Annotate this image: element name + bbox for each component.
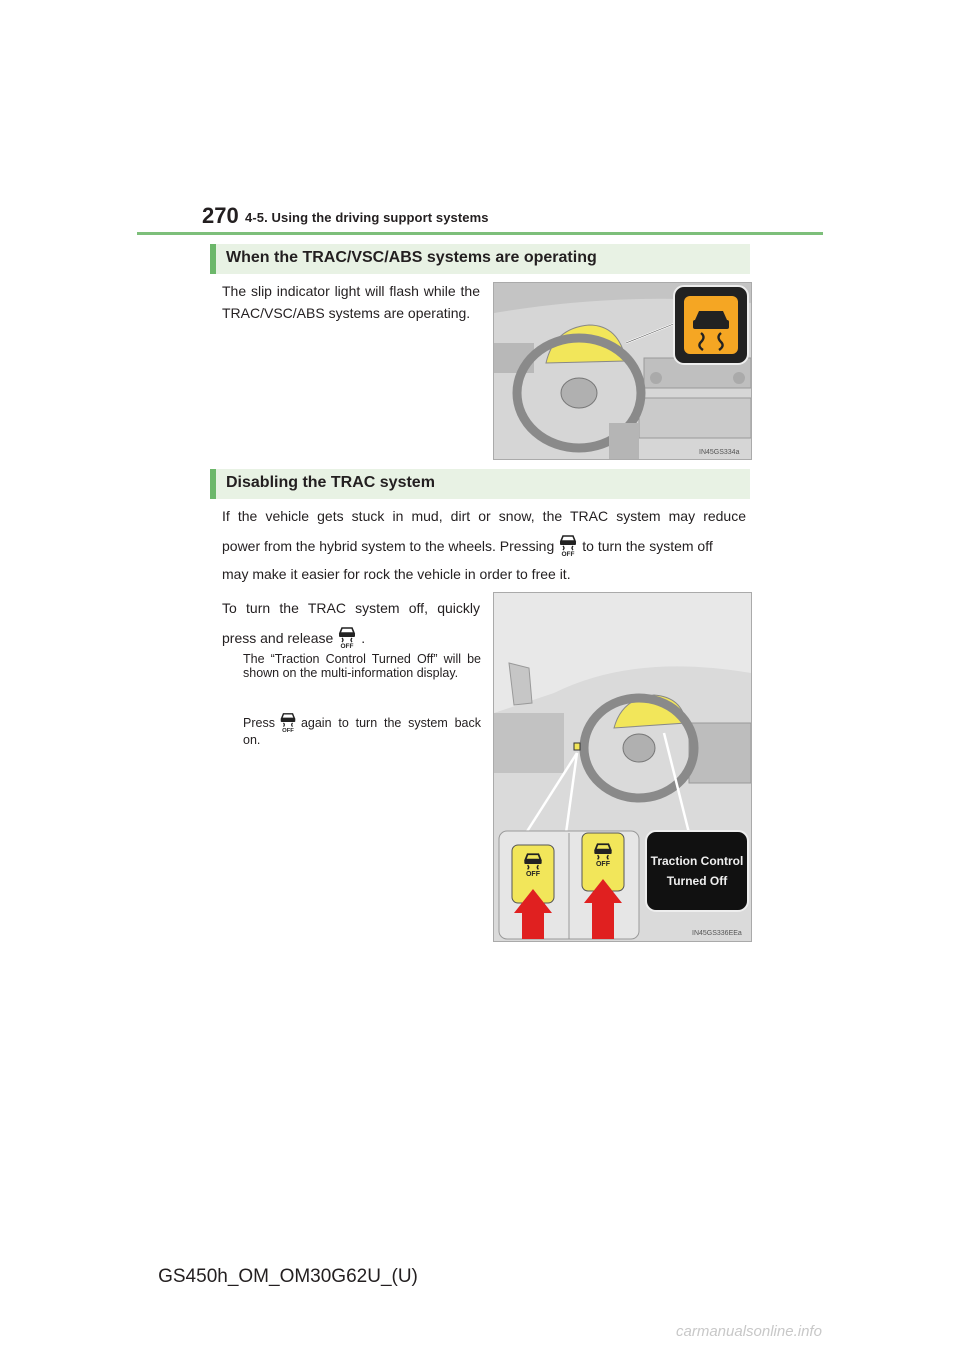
paragraph-line-2 [222, 533, 746, 557]
instruction-line-1: To turn the TRAC system off, quickly [222, 600, 480, 616]
heading-band-disabling-trac [210, 469, 750, 499]
note-display-message: The “Traction Control Turned Off” will be shown on the multi-information display. [243, 652, 481, 680]
display-message-line-2: Turned Off [666, 874, 728, 888]
trac-off-icon [278, 711, 298, 733]
slip-indicator-text: The slip indicator light will flash while the TRAC/VSC/ABS systems are operating. [222, 283, 480, 321]
heading-disabling-trac: Disabling the TRAC system [226, 474, 435, 491]
instruction-line-2-start: press and release [222, 630, 334, 646]
disabling-trac-paragraph [222, 505, 746, 585]
footer-model-text: GS450h_OM_OM30G62U_(U) [158, 1266, 418, 1287]
display-message-line-1: Traction Control [650, 854, 744, 868]
header-rule [137, 232, 823, 235]
trac-off-icon [557, 533, 579, 557]
instruction-line-2 [222, 625, 480, 649]
dashboard-illustration-slip-indicator [493, 282, 752, 460]
heading-band-trac-vsc-abs [210, 244, 750, 274]
page-number: 270 [202, 203, 239, 228]
note-2-start: Press [243, 716, 275, 730]
watermark: carmanualsonline.info [676, 1323, 822, 1340]
dashboard-illustration-trac-off [493, 592, 752, 942]
footer-model [0, 1266, 960, 1288]
paragraph-line-1: If the vehicle gets stuck in mud, dirt or snow, the TRAC system may reduce [222, 508, 746, 524]
trac-off-icon [336, 625, 358, 649]
illustration-code-2: IN45GS336EEa [692, 930, 742, 937]
instruction-line-2-end: . [361, 630, 366, 646]
section-title: 4-5. Using the driving support systems [245, 210, 489, 225]
paragraph-line-3: may make it easier for rock the vehicle in order to free it. [222, 566, 571, 582]
paragraph-line-2-end: to turn the system off [582, 538, 713, 554]
turn-off-instruction [222, 597, 480, 649]
note-turn-back-on [243, 711, 481, 747]
paragraph-line-2-start: power from the hybrid system to the wheels. Pressing [222, 538, 555, 554]
illustration-code-1: IN45GS334a [699, 449, 740, 456]
note-2-end: again to turn the system back on. [243, 716, 481, 747]
heading-trac-vsc-abs: When the TRAC/VSC/ABS systems are operating [226, 249, 597, 266]
